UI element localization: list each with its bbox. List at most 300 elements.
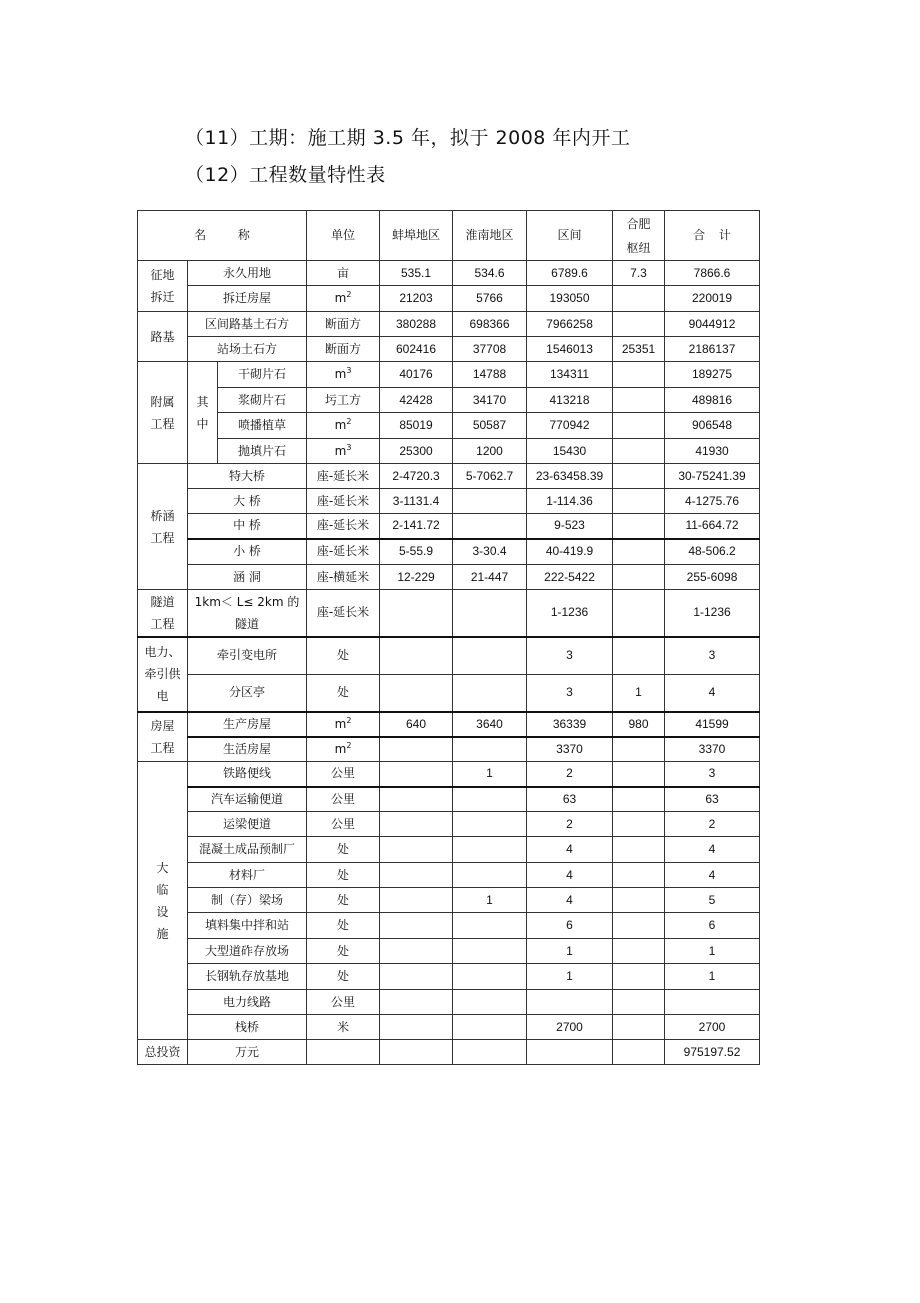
value-section: 2: [527, 762, 613, 787]
table-row: [138, 913, 760, 939]
item-name: 牵引变电所: [188, 637, 307, 675]
value-huainan: [453, 675, 527, 712]
header-bengbu: 蚌埠地区: [380, 211, 453, 261]
value-bengbu: [380, 913, 453, 939]
value-huainan: [453, 939, 527, 964]
table-row: [138, 1015, 760, 1040]
group-housing-line: 房屋: [150, 718, 175, 733]
value-total: 41930: [665, 439, 760, 464]
table-row: [138, 590, 760, 637]
value-section: 1: [527, 964, 613, 990]
unit-text: 公里: [331, 766, 356, 781]
group-housing-line: 工程: [150, 740, 175, 755]
group-temporary-facilities: [138, 762, 188, 1040]
value-huainan: 34170: [453, 388, 527, 413]
item-unit: [307, 812, 380, 837]
table-row: [138, 286, 760, 312]
value-total: 2186137: [665, 337, 760, 362]
item-unit: [307, 762, 380, 787]
item-name: 站场土石方: [188, 337, 307, 362]
group-auxiliary-line: 附属: [150, 394, 175, 409]
unit-text: 座-延长米: [316, 605, 370, 620]
unit-text: 处: [337, 867, 350, 882]
unit-text: 处: [337, 842, 350, 856]
item-unit: [307, 1015, 380, 1040]
value-total: 4: [665, 837, 760, 863]
value-huainan: 37708: [453, 337, 527, 362]
unit-text: 公里: [331, 791, 356, 806]
table-row: [138, 439, 760, 464]
value-total: 41599: [665, 712, 760, 737]
header-huainan: 淮南地区: [453, 211, 527, 261]
value-huainan: 534.6: [453, 261, 527, 286]
value-hefei: [613, 565, 665, 590]
table-row: [138, 514, 760, 539]
group-auxiliary: [138, 362, 188, 464]
value-hefei: [613, 590, 665, 637]
value-section: 63: [527, 787, 613, 812]
value-total: 3370: [665, 737, 760, 762]
value-bengbu: 42428: [380, 388, 453, 413]
value-hefei: [613, 312, 665, 337]
value-hefei: 25351: [613, 337, 665, 362]
unit-text: m: [334, 418, 347, 432]
item-name: 大型道砟存放场: [188, 939, 307, 964]
engineering-quantity-table: [137, 210, 760, 1065]
value-section: 3370: [527, 737, 613, 762]
value-section: 4: [527, 888, 613, 913]
item-unit: [307, 439, 380, 464]
group-bridge: [138, 464, 188, 590]
table-row: [138, 261, 760, 286]
value-huainan: [453, 590, 527, 637]
table-row: [138, 312, 760, 337]
unit-text: 处: [337, 648, 350, 663]
value-section: 15430: [527, 439, 613, 464]
unit-text: m: [334, 291, 347, 305]
table-row: [138, 362, 760, 388]
item-unit: [307, 362, 380, 388]
group-land-line: 拆迁: [150, 290, 175, 304]
item-name: 万元: [188, 1040, 307, 1065]
value-section: 9-523: [527, 514, 613, 539]
value-bengbu: 5-55.9: [380, 539, 453, 565]
group-bridge-line: 工程: [150, 530, 175, 545]
group-land: [138, 261, 188, 312]
value-total: 2: [665, 812, 760, 837]
item-unit: [307, 1040, 380, 1065]
value-hefei: [613, 913, 665, 939]
value-huainan: 1: [453, 888, 527, 913]
unit-superscript: 2: [346, 417, 352, 426]
value-hefei: [613, 990, 665, 1015]
item-name: 长钢轨存放基地: [188, 964, 307, 990]
value-section: 4: [527, 863, 613, 888]
group-land-line: 征地: [150, 268, 175, 282]
value-bengbu: 25300: [380, 439, 453, 464]
item-name: 运梁便道: [188, 812, 307, 837]
value-huainan: [453, 737, 527, 762]
value-section: 134311: [527, 362, 613, 388]
unit-text: 处: [337, 685, 350, 700]
item-unit: [307, 413, 380, 439]
group-temporary-facilities-line: 大: [156, 860, 169, 875]
group-power-line: 电力、: [144, 645, 181, 659]
value-total: 255-6098: [665, 565, 760, 590]
value-total: 2700: [665, 1015, 760, 1040]
value-huainan: [453, 489, 527, 514]
unit-text: m: [334, 367, 347, 381]
value-total: 220019: [665, 286, 760, 312]
value-hefei: [613, 439, 665, 464]
value-total: [665, 990, 760, 1015]
item-name: 抛填片石: [218, 439, 307, 464]
value-bengbu: [380, 1015, 453, 1040]
table-row: [138, 762, 760, 787]
item-name: 电力线路: [188, 990, 307, 1015]
unit-text: 公里: [331, 816, 356, 831]
group-tunnel-line: 工程: [150, 616, 175, 631]
unit-superscript: 2: [346, 740, 352, 750]
table-row: [138, 990, 760, 1015]
item-unit: [307, 565, 380, 590]
value-total: 48-506.2: [665, 539, 760, 565]
value-total: 9044912: [665, 312, 760, 337]
item-name: 生活房屋: [188, 737, 307, 762]
item-unit: [307, 737, 380, 762]
value-total: 1-1236: [665, 590, 760, 637]
item-name: 小 桥: [188, 539, 307, 565]
unit-text: 座-延长米: [316, 518, 370, 533]
table-row: [138, 539, 760, 565]
item-unit: [307, 489, 380, 514]
item-name: 材料厂: [188, 863, 307, 888]
value-bengbu: 21203: [380, 286, 453, 312]
value-bengbu: [380, 964, 453, 990]
value-hefei: [613, 863, 665, 888]
unit-text: 座-延长米: [316, 468, 370, 483]
value-hefei: [613, 637, 665, 675]
table-row: [138, 787, 760, 812]
value-hefei: [613, 837, 665, 863]
value-huainan: 14788: [453, 362, 527, 388]
item-unit: [307, 675, 380, 712]
item-unit: [307, 286, 380, 312]
item-unit: [307, 939, 380, 964]
item-name: 填料集中拌和站: [188, 913, 307, 939]
group-total-investment: 总投资: [138, 1040, 188, 1065]
unit-text: 处: [337, 969, 350, 983]
value-hefei: [613, 939, 665, 964]
section-heading-quantity-table: （12）工程数量特性表: [185, 164, 386, 186]
group-among-line: 中: [196, 416, 209, 431]
group-tunnel-line: 隧道: [150, 594, 175, 609]
item-name: 大 桥: [188, 489, 307, 514]
header-row: [138, 211, 760, 261]
value-bengbu: [380, 863, 453, 888]
unit-text: m: [334, 741, 347, 756]
item-unit: [307, 888, 380, 913]
unit-text: 座-延长米: [316, 544, 370, 559]
group-tunnel: [138, 590, 188, 637]
value-bengbu: 85019: [380, 413, 453, 439]
value-huainan: [453, 913, 527, 939]
value-bengbu: 535.1: [380, 261, 453, 286]
value-huainan: [453, 812, 527, 837]
unit-text: 米: [337, 1019, 350, 1034]
group-among-line: 其: [196, 394, 209, 409]
item-name: 拆迁房屋: [188, 286, 307, 312]
unit-text: 断面方: [325, 341, 362, 356]
value-section: 6789.6: [527, 261, 613, 286]
header-name: 名 称: [138, 211, 307, 261]
value-section: 193050: [527, 286, 613, 312]
header-hefei-line2: 枢纽: [626, 240, 651, 255]
value-huainan: 5766: [453, 286, 527, 312]
value-hefei: [613, 388, 665, 413]
value-total: 3: [665, 762, 760, 787]
value-hefei: 1: [613, 675, 665, 712]
header-total: 合 计: [665, 211, 760, 261]
value-bengbu: [380, 888, 453, 913]
value-section: [527, 990, 613, 1015]
item-unit: [307, 913, 380, 939]
item-name: 铁路便线: [188, 762, 307, 787]
value-hefei: [613, 362, 665, 388]
value-section: 4: [527, 837, 613, 863]
value-hefei: [613, 514, 665, 539]
table-row: [138, 565, 760, 590]
value-bengbu: [380, 737, 453, 762]
header-hefei: [613, 211, 665, 261]
item-name: 制（存）梁场: [188, 888, 307, 913]
value-huainan: 698366: [453, 312, 527, 337]
unit-text: 断面方: [325, 316, 362, 331]
unit-text: 圬工方: [325, 392, 362, 407]
value-section: 36339: [527, 712, 613, 737]
value-section: 3: [527, 675, 613, 712]
group-temporary-facilities-line: 临: [156, 882, 169, 897]
value-total: 5: [665, 888, 760, 913]
table-row: [138, 675, 760, 712]
table-row: [138, 489, 760, 514]
value-total: 4-1275.76: [665, 489, 760, 514]
value-section: 1: [527, 939, 613, 964]
unit-superscript: 3: [346, 442, 352, 452]
item-unit: [307, 514, 380, 539]
value-hefei: [613, 286, 665, 312]
table-row: [138, 737, 760, 762]
unit-text: m: [334, 443, 347, 458]
value-hefei: [613, 888, 665, 913]
group-power-line: 牵引供: [144, 667, 181, 681]
value-section: 2: [527, 812, 613, 837]
value-total: 63: [665, 787, 760, 812]
value-section: 770942: [527, 413, 613, 439]
value-huainan: [453, 514, 527, 539]
item-name: 干砌片石: [218, 362, 307, 388]
item-unit: [307, 261, 380, 286]
value-huainan: [453, 787, 527, 812]
unit-text: 处: [337, 892, 350, 907]
value-section: 3: [527, 637, 613, 675]
unit-text: 座-延长米: [316, 493, 370, 508]
value-section: 40-419.9: [527, 539, 613, 565]
value-bengbu: [380, 675, 453, 712]
value-bengbu: [380, 590, 453, 637]
table-row: [138, 337, 760, 362]
value-total: 3: [665, 637, 760, 675]
item-name: 分区亭: [188, 675, 307, 712]
value-section: 1546013: [527, 337, 613, 362]
value-bengbu: 2-141.72: [380, 514, 453, 539]
value-hefei: [613, 737, 665, 762]
value-hefei: [613, 489, 665, 514]
table-row: [138, 1040, 760, 1065]
value-bengbu: 602416: [380, 337, 453, 362]
value-bengbu: [380, 812, 453, 837]
value-huainan: 21-447: [453, 565, 527, 590]
value-bengbu: [380, 1040, 453, 1065]
value-total: 975197.52: [665, 1040, 760, 1065]
value-bengbu: [380, 990, 453, 1015]
item-name: 特大桥: [188, 464, 307, 489]
item-unit: [307, 388, 380, 413]
table-row: [138, 812, 760, 837]
item-name: 喷播植草: [218, 413, 307, 439]
item-unit: [307, 787, 380, 812]
item-unit: [307, 312, 380, 337]
value-huainan: 3-30.4: [453, 539, 527, 565]
unit-superscript: 2: [346, 290, 352, 299]
value-hefei: [613, 812, 665, 837]
group-housing: [138, 712, 188, 762]
value-section: 23-63458.39: [527, 464, 613, 489]
item-unit: [307, 539, 380, 565]
value-hefei: [613, 1040, 665, 1065]
value-bengbu: 40176: [380, 362, 453, 388]
header-section: 区间: [527, 211, 613, 261]
group-subgrade: 路基: [138, 312, 188, 362]
value-total: 189275: [665, 362, 760, 388]
value-hefei: [613, 964, 665, 990]
value-section: 6: [527, 913, 613, 939]
table-row: [138, 464, 760, 489]
value-bengbu: 380288: [380, 312, 453, 337]
value-total: 7866.6: [665, 261, 760, 286]
item-name: 栈桥: [188, 1015, 307, 1040]
item-unit: [307, 990, 380, 1015]
value-total: 906548: [665, 413, 760, 439]
item-unit: [307, 637, 380, 675]
value-huainan: 1: [453, 762, 527, 787]
value-huainan: 5-7062.7: [453, 464, 527, 489]
value-section: [527, 1040, 613, 1065]
item-name: 浆砌片石: [218, 388, 307, 413]
item-name: 区间路基土石方: [188, 312, 307, 337]
value-bengbu: [380, 637, 453, 675]
value-hefei: [613, 413, 665, 439]
value-huainan: [453, 1015, 527, 1040]
item-name: 混凝土成品预制厂: [188, 837, 307, 863]
value-huainan: 1200: [453, 439, 527, 464]
value-total: 1: [665, 964, 760, 990]
value-section: 1-114.36: [527, 489, 613, 514]
item-name: 1km＜ L≤ 2km 的隧道: [188, 590, 307, 637]
table-row: [138, 863, 760, 888]
unit-text: 处: [337, 943, 350, 958]
value-section: 413218: [527, 388, 613, 413]
value-hefei: 980: [613, 712, 665, 737]
value-bengbu: 640: [380, 712, 453, 737]
value-total: 4: [665, 675, 760, 712]
value-total: 1: [665, 939, 760, 964]
unit-superscript: 3: [346, 366, 352, 375]
unit-text: 公里: [331, 994, 356, 1009]
value-total: 30-75241.39: [665, 464, 760, 489]
item-name: 生产房屋: [188, 712, 307, 737]
unit-superscript: 2: [346, 715, 352, 725]
group-bridge-line: 桥涵: [150, 508, 175, 523]
value-bengbu: [380, 787, 453, 812]
table-row: [138, 637, 760, 675]
value-bengbu: [380, 837, 453, 863]
header-hefei-line1: 合肥: [626, 216, 651, 231]
table-row: [138, 413, 760, 439]
value-bengbu: [380, 762, 453, 787]
table-row: [138, 964, 760, 990]
value-bengbu: [380, 939, 453, 964]
item-unit: [307, 712, 380, 737]
unit-text: 座-横延米: [316, 569, 370, 584]
value-huainan: [453, 964, 527, 990]
unit-text: 处: [337, 918, 350, 932]
value-section: 222-5422: [527, 565, 613, 590]
value-bengbu: 3-1131.4: [380, 489, 453, 514]
item-unit: [307, 964, 380, 990]
value-huainan: [453, 863, 527, 888]
table-row: [138, 388, 760, 413]
header-unit: 单位: [307, 211, 380, 261]
group-auxiliary-line: 工程: [150, 416, 175, 431]
value-hefei: [613, 787, 665, 812]
group-among: [188, 362, 218, 464]
item-unit: [307, 337, 380, 362]
value-hefei: [613, 762, 665, 787]
value-bengbu: 2-4720.3: [380, 464, 453, 489]
unit-text: 亩: [337, 265, 350, 280]
section-heading-schedule: （11）工期：施工期 3.5 年，拟于 2008 年内开工: [185, 127, 631, 149]
unit-text: m: [334, 716, 347, 731]
value-huainan: [453, 1040, 527, 1065]
table-row: [138, 939, 760, 964]
value-section: 1-1236: [527, 590, 613, 637]
group-power: [138, 637, 188, 712]
group-temporary-facilities-line: 设: [156, 904, 169, 919]
item-unit: [307, 863, 380, 888]
table-row: [138, 712, 760, 737]
value-total: 11-664.72: [665, 514, 760, 539]
value-total: 4: [665, 863, 760, 888]
value-hefei: [613, 464, 665, 489]
value-huainan: 50587: [453, 413, 527, 439]
item-name: 中 桥: [188, 514, 307, 539]
value-huainan: [453, 637, 527, 675]
item-unit: [307, 590, 380, 637]
item-name: 永久用地: [188, 261, 307, 286]
value-section: 7966258: [527, 312, 613, 337]
value-total: 6: [665, 913, 760, 939]
